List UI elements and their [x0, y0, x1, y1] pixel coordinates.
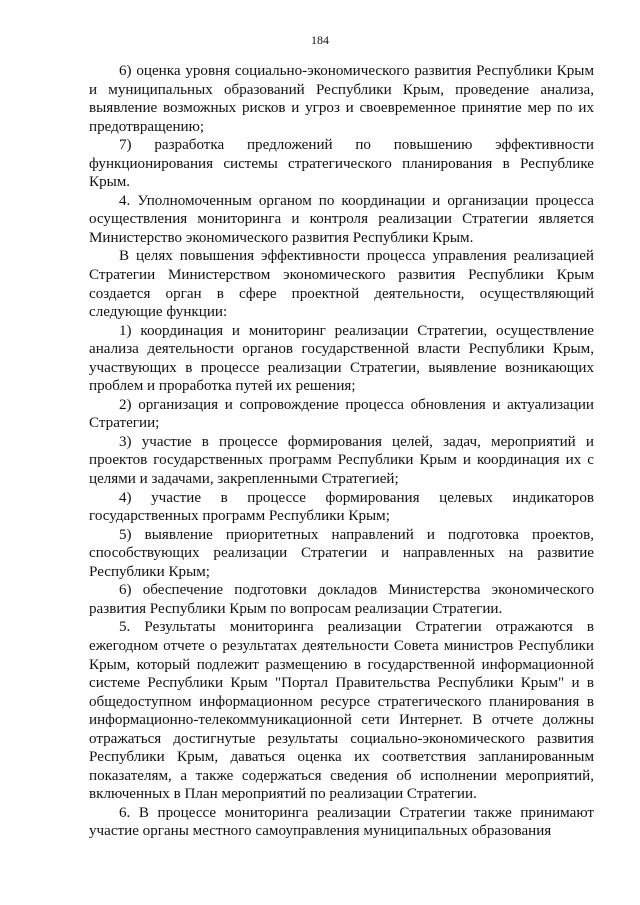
paragraph-function-4: 4) участие в процессе формирования целевых индикаторов государственных программ Республики Крым; — [89, 489, 594, 525]
paragraph-item-7-proposals: 7) разработка предложений по повышению эффективности функционирования системы стратегического планирования в Республике Крым. — [89, 137, 594, 191]
paragraph-function-1: 1) координация и мониторинг реализации Стратегии, осуществление анализа деятельности органов государственной власти Республики Крым, участвующих в процессе реализации Стратегии, выявление возникающих проблем и проработка путей их решения; — [89, 322, 594, 395]
paragraph-item-6-assessment: 6) оценка уровня социально-экономического развития Республики Крым и муниципальных образований Республики Крым, проведение анализа, выявление возможных рисков и угроз и своевременное принятие мер по их предотвращению; — [89, 63, 594, 135]
document-body — [89, 62, 594, 841]
paragraph-section-6-local-government: 6. В процессе мониторинга реализации Стратегии также принимают участие органы местного самоуправления муниципальных образования — [89, 804, 594, 840]
paragraph-section-4-authorized-body: 4. Уполномоченным органом по координации и организации процесса осуществления мониторинга и контроля реализации Стратегии является Министерство экономического развития Республики Крым. — [89, 192, 594, 246]
paragraph-function-3: 3) участие в процессе формирования целей, задач, мероприятий и проектов государственных программ Республики Крым и координация их с целями и задачами, закрепленными Стратегией; — [89, 433, 594, 488]
paragraph-function-2: 2) организация и сопровождение процесса обновления и актуализации Стратегии; — [89, 396, 594, 432]
page-number: 184 — [311, 33, 329, 47]
paragraph-function-6: 6) обеспечение подготовки докладов Министерства экономического развития Республики Крым по вопросам реализации Стратегии. — [89, 582, 594, 617]
paragraph-section-5-results: 5. Результаты мониторинга реализации Стратегии отражаются в ежегодном отчете о результатах деятельности Совета министров Республики Крым, который подлежит размещению в государственной информационной системе Республики Крым "Портал Правительства Республики Крым" и в общедоступном информационном ресурсе стратегического планирования в информационно-телекоммуникационной сети Интернет. В отчете должны отражаться достигнутые результаты социально-экономического развития Республики Крым, даваться оценка их соответствия запланированным показателям, а также содержаться сведения об исполнении мероприятий, включенных в План мероприятий по реализации Стратегии. — [89, 619, 594, 803]
paragraph-function-5: 5) выявление приоритетных направлений и подготовка проектов, способствующих реализации Стратегии и направленных на развитие Республики Крым; — [89, 526, 594, 580]
paragraph-project-office: В целях повышения эффективности процесса управления реализацией Стратегии Министерством экономического развития Республики Крым создается орган в сфере проектной деятельности, осуществляющий следующие функции: — [89, 248, 594, 321]
